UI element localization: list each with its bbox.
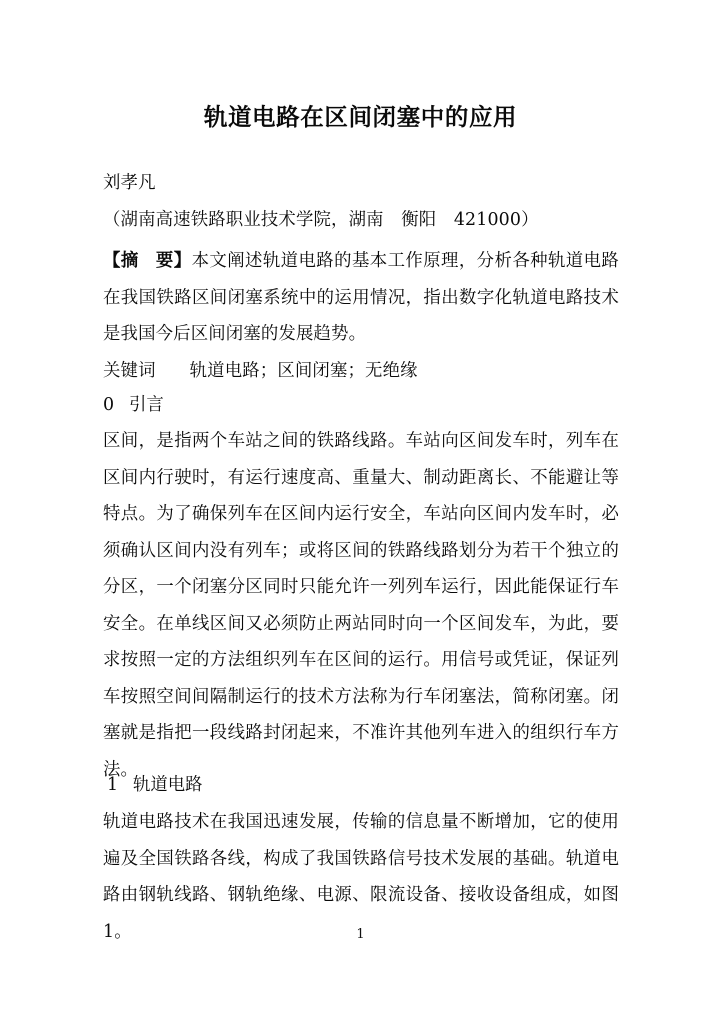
section-title-1: 轨道电路 (133, 775, 203, 795)
author-name: 刘孝凡 (103, 173, 156, 193)
keywords-text: 轨道电路；区间闭塞；无绝缘 (189, 361, 418, 381)
section-heading-1 (107, 768, 623, 802)
abstract-label-part1: 【摘 (103, 251, 139, 271)
abstract-label-part2: 要】 (155, 251, 192, 271)
author-affiliation: （湖南高速铁路职业技术学院，湖南 衡阳 421000） (103, 210, 539, 230)
keywords-block (103, 354, 619, 388)
page-number: 1 (356, 927, 365, 942)
abstract-text: 本文阐述轨道电路的基本工作原理，分析各种轨道电路在我国铁路区间闭塞系统中的运用情况，指出数字化轨道电路技术是我国今后区间闭塞的发展趋势。 (103, 251, 619, 344)
keywords-label: 关键词 (103, 361, 156, 381)
section-number-0: 0 (103, 395, 115, 415)
abstract-block (103, 243, 619, 353)
section-body-1: 轨道电路技术在我国迅速发展，传输的信息量不断增加，它的使用遍及全国铁路各线，构成了我国铁路信号技术发展的基础。轨道电路由钢轨线路、钢轨绝缘、电源、限流设备、接收设备组成，如图 1。 (103, 812, 619, 942)
page-title: 轨道电路在区间闭塞中的应用 (203, 102, 518, 131)
section-title-0: 引言 (129, 395, 164, 415)
section-number-1: 1 (107, 775, 119, 795)
section-body-0: 区间，是指两个车站之间的铁路线路。车站向区间发车时，列车在区间内行驶时，有运行速度高、重量大、制动距离长、不能避让等特点。为了确保列车在区间内运行安全，车站向区间内发车时，必须确认区间内没有列车；或将区间的铁路线路划分为若干个独立的分区，一个闭塞分区同时只能允许一列列车运行，因此能保证行车安全。在单线区间又必须防止两站同时向一个区间发车，为此，要求按照一定的方法组织列车在区间的运行。用信号或凭证，保证列车按照空间间隔制运行的技术方法称为行车闭塞法，简称闭塞。闭塞就是指把一段线路封闭起来，不准许其他列车进入的组织行车方法。 (103, 431, 619, 780)
section-heading-0 (103, 388, 619, 422)
